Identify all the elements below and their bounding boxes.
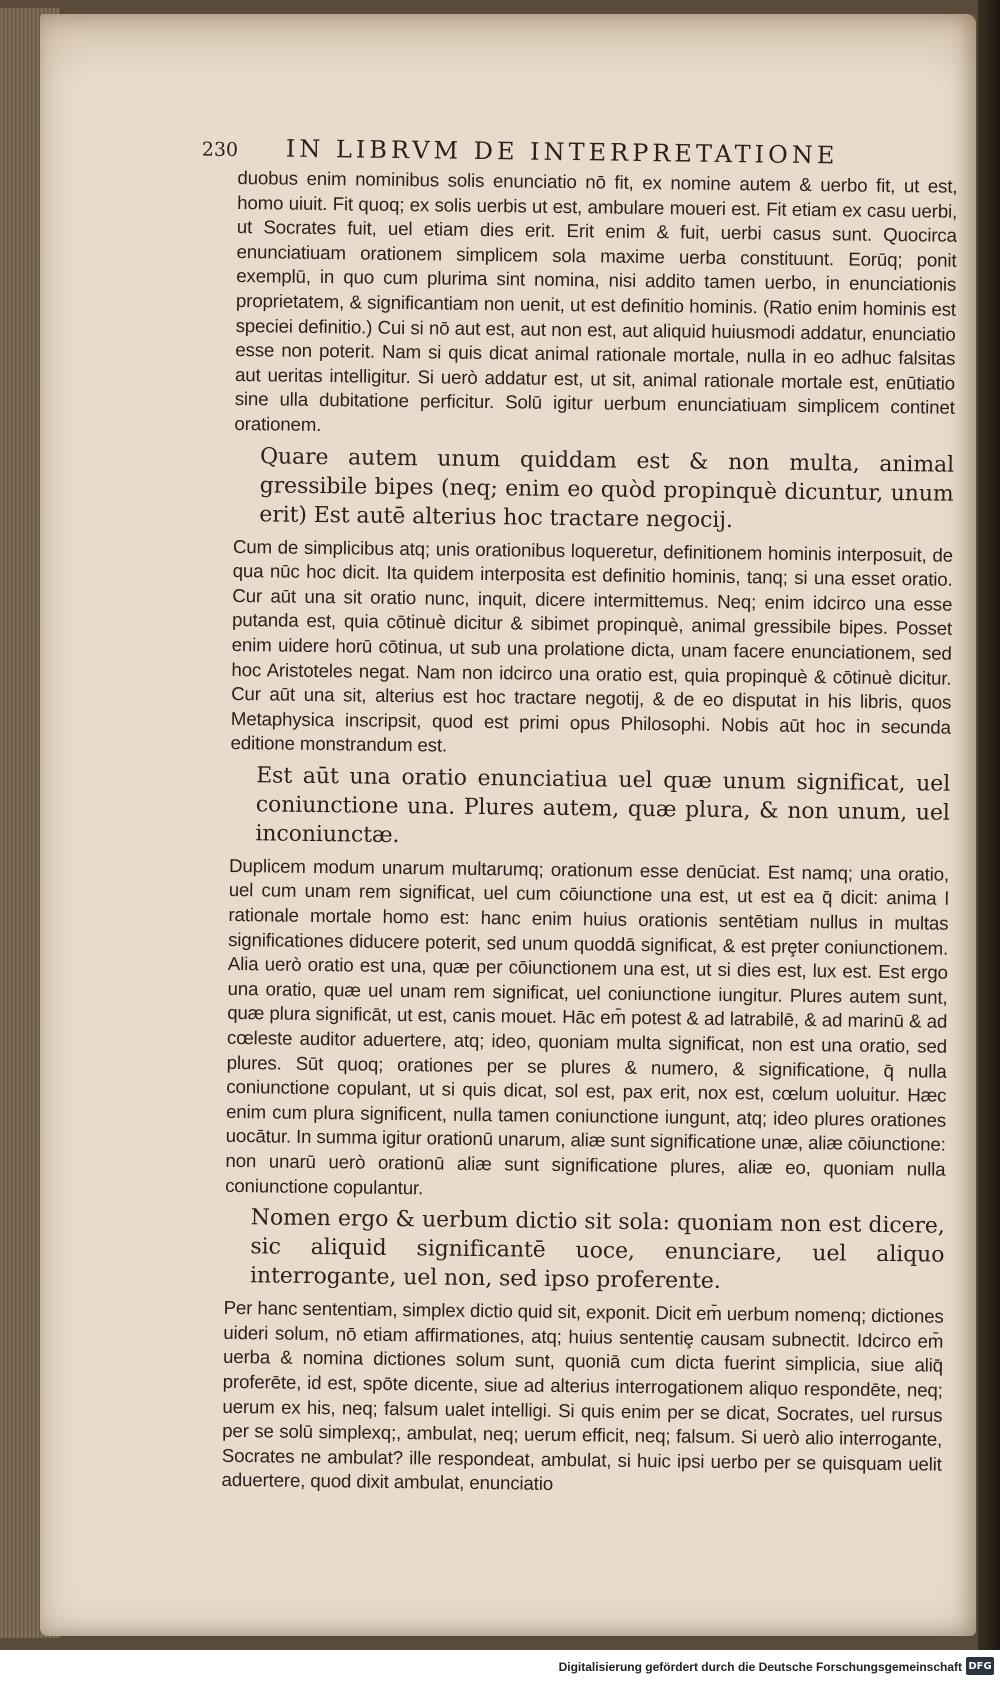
text-block — [201, 134, 958, 1502]
book-cover-edge — [978, 0, 1000, 1650]
lemma-paragraph: Quare autem unum quiddam est & non multa, animal gressibile bipes (neq; enim eo quòd propinquè dicuntur, unum erit) Est autē alterius hoc tractare negocij. — [259, 443, 955, 533]
running-head-title: IN LIBRVM DE INTERPRETATIONE — [285, 134, 839, 170]
folio-number: 230 — [201, 138, 239, 162]
commentary-paragraph: Duplicem modum unarum multarumq; orationum esse denūciat. Est namq; una oratio, uel cum unam rem significat, uel cum cōiunctione una est, ut est ea q̄ dicit: anima l rationale mortale homo est: hanc enim huius orationis sentētiam nullus in multas significationes diducere poterit, sed unum quoddā significat, & est prȩter coniunctionem. Alia uerò oratio est una, quæ per cōiunctionem una est, ut si dies est, lux est. Est ergo una oratio, quæ uel unam rem significat, uel coniunctione iungitur. Plures autem sunt, quæ plura significāt, ut est, canis mouet. Hāc em̄ potest & ad latrabilē, & ad marinū & ad cœleste auditor aduertere, atq; ideo, quoniam multa significat, non est una oratio, sed plures. Sūt quoq; orationes per se plures & numero, & significatione, q̄ nulla coniunctione copulant, ut si quis dicat, sol est, pax erit, nox est, cœlum uoluitur. Hæc enim cum plura significent, nulla tamen coniunctione iungunt, atq; ideo plures orationes uocātur. In summa igitur orationū unarum, aliæ sunt significatione unæ, aliæ cōiunctione: non unarū uerò orationū aliæ sunt significatione plures, aliæ eo, quoniam nulla coniunctione copulantur. — [225, 854, 950, 1198]
dfg-logo-icon: DFG — [966, 1657, 994, 1675]
digitization-credit: Digitalisierung gefördert durch die Deutsche Forschungsgemeinschaft — [558, 1660, 962, 1674]
lemma-paragraph: Est aūt una oratio enunciatiua uel quæ unum significat, uel coniunctione una. Plures autem, quæ plura, & non unum, uel inconiunctæ. — [255, 763, 951, 848]
lemma-paragraph: Nomen ergo & uerbum dictio sit sola: quoniam non est dicere, sic aliquid significantē uoce, enunciare, uel aliquo interrogante, uel non, sed ipso proferente. — [249, 1205, 945, 1295]
commentary-paragraph: Per hanc sententiam, simplex dictio quid sit, exponit. Dicit em̄ uerbum nomenq; dictiones uideri solum, nō etiam affirmationes, atq; huius sententiȩ causam subnectit. Idcirco em̄ uerba & nomina dictiones solum sunt, quoniā cum dicta fuerint simplicia, siue aliq̄ proferēte, id est, spōte dicente, siue ad alterius interrogationem aliquo respondēte, neq; uerum ex his, neq; falsum ualet intelligi. Si quis enim per se dicat, Socrates, uel rursus per se solū simplexq;, ambulat, neq; uerum efficit, neq; falsum. Si uerò alio interrogante, Socrates ne ambulat? ille respondeat, ambulat, si huic ipsi uerbo per se quisquam uelit aduertere, quod dixit ambulat, enunciatio — [221, 1297, 944, 1495]
commentary-paragraph: Cum de simplicibus atq; unis orationibus loqueretur, definitionem hominis interposuit, de qua nūc hoc dicit. Ita quidem interposita est definitio hominis, tanq; si una esset oratio. Cur aūt una sit oratio nunc, inquit, dicere intermittemus. Neq; enim idcirco una esse putanda est, quia cōtinuè dicitur & sibimet propinquè, animal gressibile bipes. Posset enim uidere horū cōtinua, ut sub una prolatione dicta, unam facere enunciationem, sed hoc Aristoteles negat. Nam non idcirco una oratio est, quia propinquè & cōtinuè dicitur. Cur aūt una sit, alterius est hoc tractare negotij, & de eo disputat in his libris, quos Metaphysica inscripsit, quod est primi opus Philosophi. Nobis aūt hoc in secunda editione monstrandum est. — [230, 535, 954, 756]
commentary-paragraph: duobus enim nominibus solis enunciatio nō fit, ex nomine autem & uerbo fit, ut est, homo uiuit. Fit quoq; ex solis uerbis ut est, ambulare moueri est. Fit etiam ex casu uerbi, ut Socrates fuit, uel etiam dies erit. Erit enim & fuit, uerbi casus sunt. Quocirca enunciatiuam orationem simplicem sola maxime uerba constituunt. Eorūq; ponit exemplū, in quo cum plurima sint nomina, nisi addito tamen uerbo, in enunciationis proprietatem, & significantiam non uenit, ut est definitio hominis. (Ratio enim hominis est speciei definitio.) Cui si nō aut est, aut non est, aut aliquid huiusmodi addatur, enunciatio esse non poterit. Nam si quis dicat animal rationale mortale, nulla in eo adhuc falsitas aut ueritas intelligitur. Si uerò addatur est, ut sit, animal rationale mortale est, enūtiatio sine ulla dubitatione perficitur. Solū igitur uerbum enunciatiuam simplicem continet orationem. — [234, 166, 958, 435]
